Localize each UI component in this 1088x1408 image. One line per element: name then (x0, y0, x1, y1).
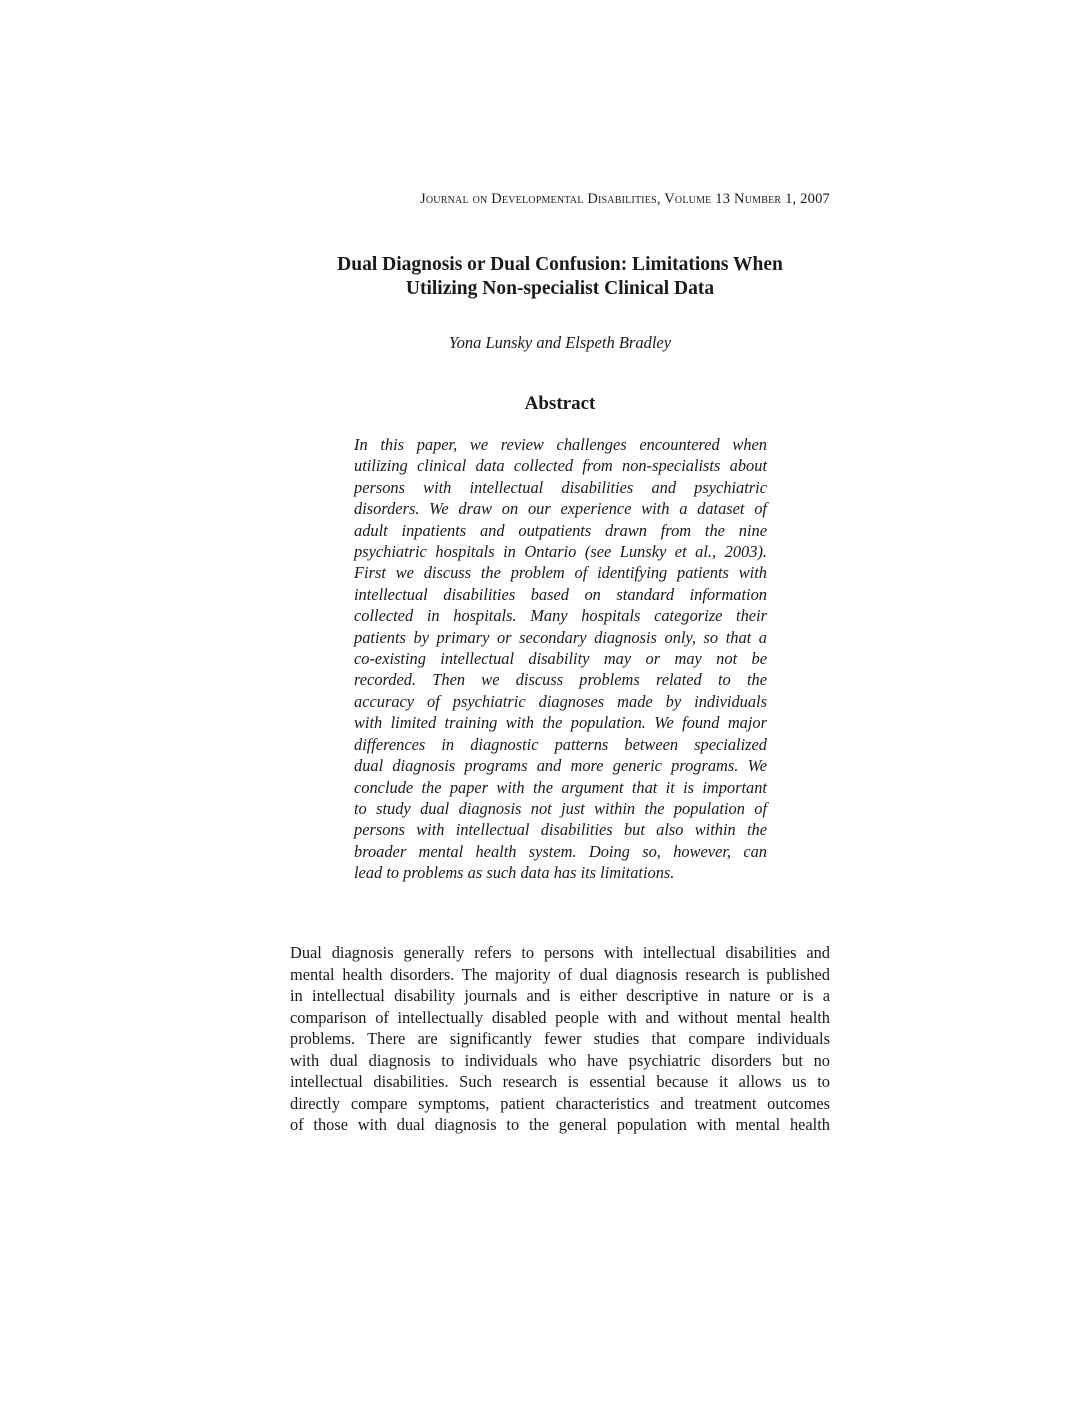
body-line: of those with dual diagnosis to the general population with mental health (290, 1115, 830, 1134)
abstract-line: to study dual diagnosis not just within the population of (354, 798, 767, 818)
authors: Yona Lunsky and Elspeth Bradley (448, 333, 672, 352)
abstract-line: psychiatric hospitals in Ontario (see Lunsky et al., 2003). (354, 542, 767, 562)
body-line: problems. There are significantly fewer studies that compare individuals (290, 1029, 830, 1048)
running-head: Journal on Developmental Disabilities, Volume 13 Number 1, 2007 (420, 191, 830, 207)
abstract-line: accuracy of psychiatric diagnoses made by individuals (354, 691, 767, 711)
abstract-line: conclude the paper with the argument that it is important (354, 777, 767, 797)
title-line: Utilizing Non-specialist Clinical Data (405, 278, 715, 299)
abstract-line: First we discuss the problem of identifying patients with (354, 563, 767, 583)
abstract-line: dual diagnosis programs and more generic programs. We (354, 756, 767, 776)
abstract-line: disorders. We draw on our experience with a dataset of (354, 499, 767, 519)
abstract-line: with limited training with the population. We found major (354, 713, 767, 733)
abstract-line: adult inpatients and outpatients drawn from the nine (354, 520, 767, 540)
abstract-line: utilizing clinical data collected from non-specialists about (354, 456, 767, 476)
abstract-line: broader mental health system. Doing so, however, can (354, 841, 767, 861)
body-line: directly compare symptoms, patient characteristics and treatment outcomes (290, 1093, 830, 1113)
body-line: with dual diagnosis to individuals who have psychiatric disorders but no (290, 1050, 830, 1070)
abstract-line: persons with intellectual disabilities but also within the (354, 820, 767, 840)
body-paragraph (290, 942, 830, 1136)
abstract-line: In this paper, we review challenges encountered when (354, 435, 767, 454)
body-line: intellectual disabilities. Such research is essential because it allows us to (290, 1072, 830, 1091)
abstract-body (354, 434, 767, 884)
body-line: mental health disorders. The majority of dual diagnosis research is published (290, 964, 830, 984)
paper-title (290, 253, 830, 301)
abstract-line: intellectual disabilities based on standard information (354, 584, 767, 604)
abstract-line: collected in hospitals. Many hospitals categorize their (354, 606, 767, 626)
body-line: in intellectual disability journals and is either descriptive in nature or is a (290, 986, 830, 1005)
abstract-line: co-existing intellectual disability may or may not be (354, 649, 767, 669)
abstract-line: recorded. Then we discuss problems related to the (354, 670, 767, 690)
title-line: Dual Diagnosis or Dual Confusion: Limitations When (337, 254, 783, 275)
abstract-line: lead to problems as such data has its limitations. (354, 863, 675, 883)
body-line: Dual diagnosis generally refers to persons with intellectual disabilities and (290, 943, 830, 962)
abstract-heading: Abstract (524, 393, 596, 414)
abstract-line: persons with intellectual disabilities and psychiatric (354, 477, 767, 497)
body-line: comparison of intellectually disabled people with and without mental health (290, 1007, 830, 1027)
abstract-line: differences in diagnostic patterns between specialized (354, 734, 767, 754)
abstract-line: patients by primary or secondary diagnosis only, so that a (354, 627, 767, 647)
